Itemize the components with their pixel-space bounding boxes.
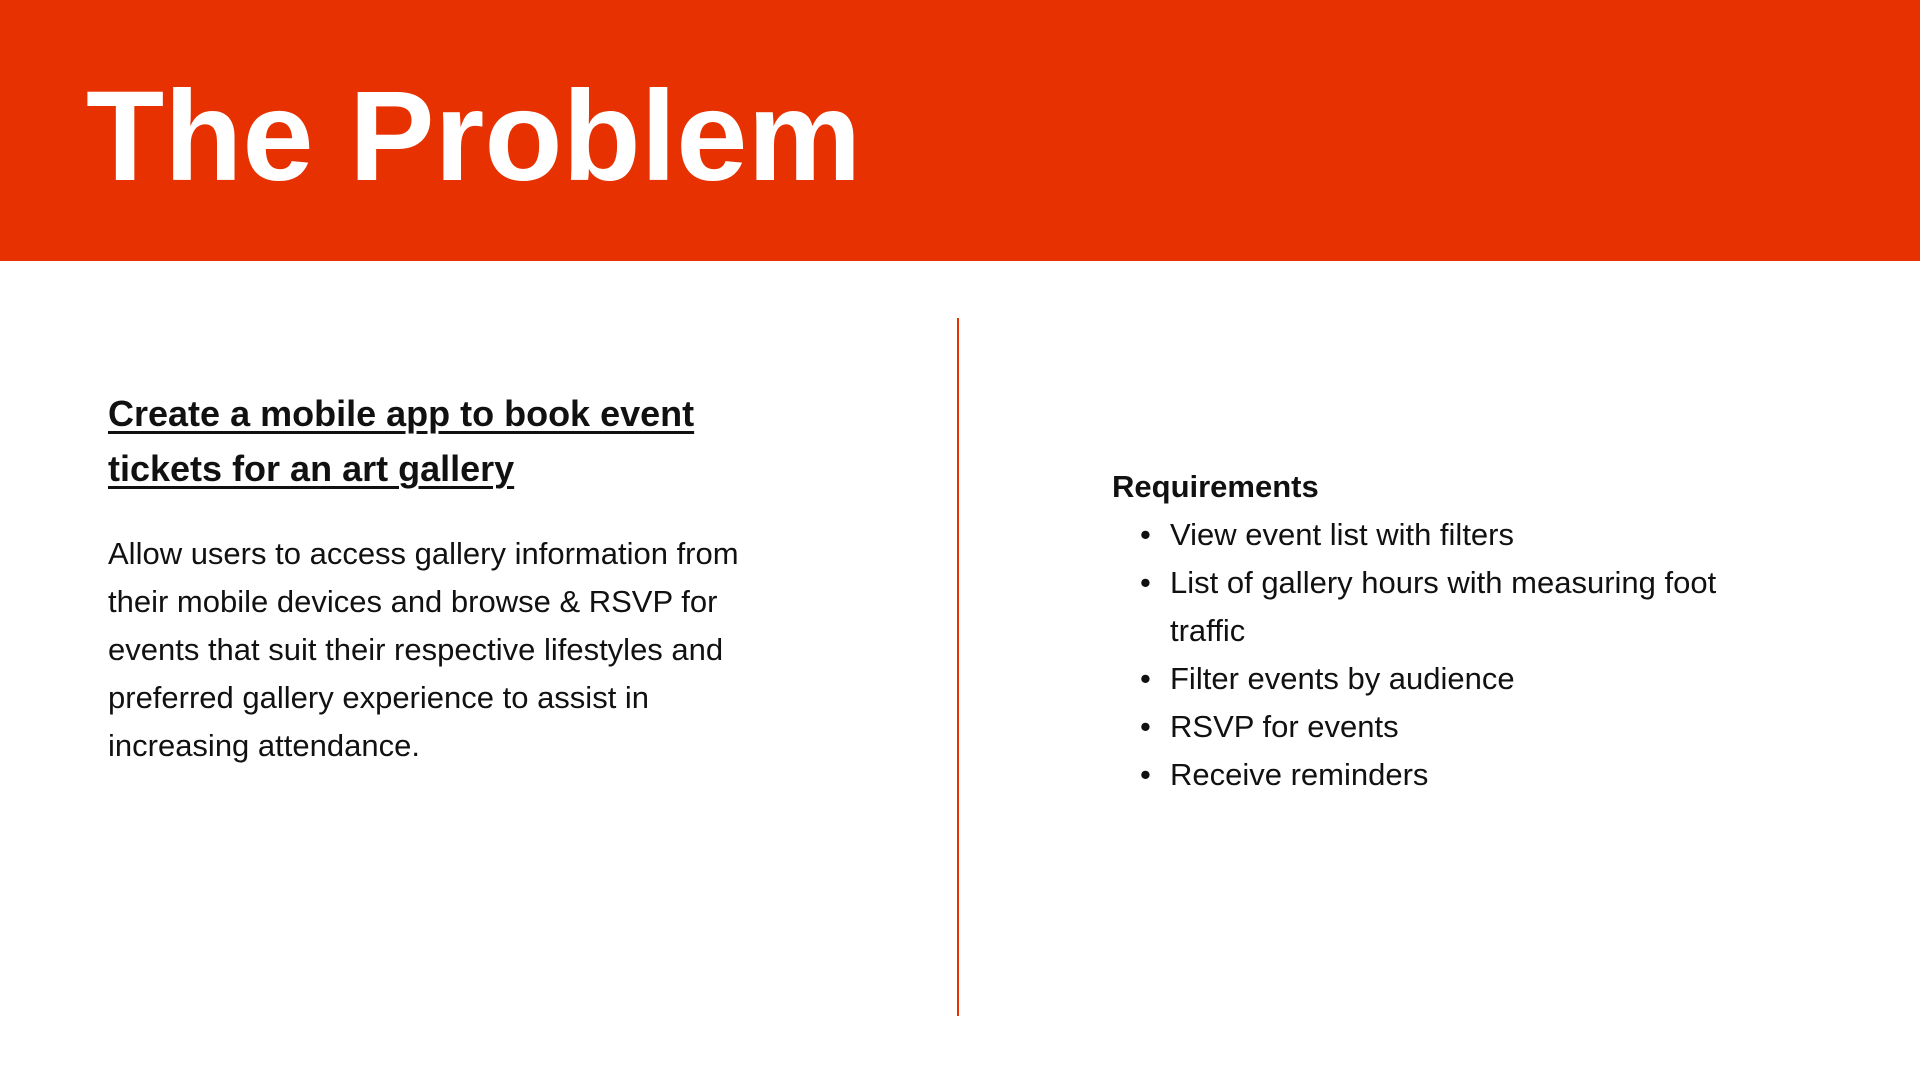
problem-headline: Create a mobile app to book event tickets for an art gallery <box>108 393 695 489</box>
bullet-icon: • <box>1140 661 1151 696</box>
requirements-list <box>1112 511 1752 799</box>
list-item <box>1140 703 1730 751</box>
requirement-text: View event list with filters <box>1170 517 1514 552</box>
requirement-text: RSVP for events <box>1170 709 1399 744</box>
page-title: The Problem <box>86 65 862 208</box>
list-item <box>1140 655 1730 703</box>
column-divider <box>957 318 959 1016</box>
bullet-icon: • <box>1140 757 1151 792</box>
requirement-text: List of gallery hours with measuring foot traffic <box>1170 565 1717 648</box>
problem-statement <box>108 386 808 770</box>
bullet-icon: • <box>1140 565 1151 600</box>
bullet-icon: • <box>1140 517 1151 552</box>
requirements-section <box>1112 463 1752 799</box>
list-item <box>1140 511 1730 559</box>
list-item <box>1140 559 1730 655</box>
header-band <box>0 0 1920 261</box>
list-item <box>1140 751 1730 799</box>
requirements-heading: Requirements <box>1112 469 1319 504</box>
requirement-text: Receive reminders <box>1170 757 1429 792</box>
bullet-icon: • <box>1140 709 1151 744</box>
problem-description: Allow users to access gallery information from their mobile devices and browse & RSVP for events that suit their respective lifestyles and preferred gallery experience to assist in increasing attendance. <box>108 536 739 763</box>
requirement-text: Filter events by audience <box>1170 661 1515 696</box>
